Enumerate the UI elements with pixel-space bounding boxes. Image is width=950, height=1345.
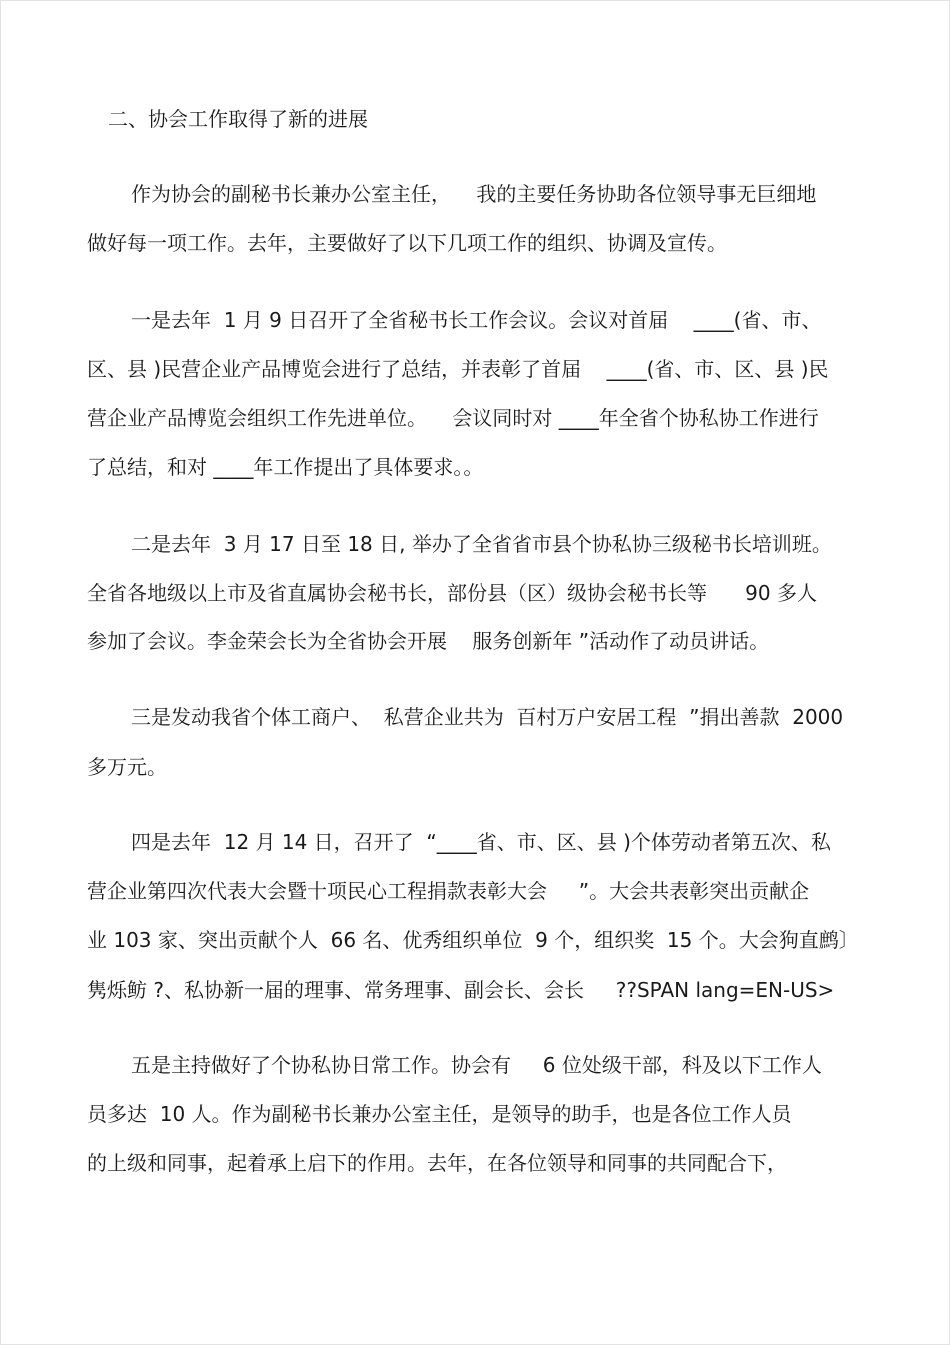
paragraph-2-line-3: 营企业产品博览会组织工作先进单位。 会议同时对 ____年全省个协私协工作进行	[87, 406, 819, 430]
paragraph-2-line-1: 一是去年 1 月 9 日召开了全省秘书长工作会议。会议对首届 ____(省、市、	[131, 308, 822, 332]
paragraph-5-line-2: 营企业第四次代表大会暨十项民心工程捐款表彰大会 ”。大会共表彰突出贡献企	[87, 879, 810, 903]
paragraph-2-line-2: 区、县 )民营企业产品博览会进行了总结，并表彰了首届 ____(省、市、区、县 )民	[87, 357, 829, 381]
paragraph-4-line-1: 三是发动我省个体工商户、 私营企业共为 百村万户安居工程 ”捐出善款 2000	[131, 705, 844, 729]
paragraph-5-line-1: 四是去年 12 月 14 日，召开了 “____省、市、区、县 )个体劳动者第五次、私	[131, 830, 831, 854]
paragraph-5-line-4: 隽烁鲂 ?、私协新一届的理事、常务理事、副会长、会长 ??SPAN lang=EN-US>	[87, 978, 835, 1002]
paragraph-4-line-2: 多万元。	[87, 755, 167, 779]
paragraph-6-line-1: 五是主持做好了个协私协日常工作。协会有 6 位处级干部，科及以下工作人	[131, 1053, 822, 1077]
paragraph-1-line-2: 做好每一项工作。去年，主要做好了以下几项工作的组织、协调及宣传。	[87, 231, 727, 255]
paragraph-6-line-2: 员多达 10 人。作为副秘书长兼办公室主任，是领导的助手，也是各位工作人员	[87, 1102, 792, 1126]
paragraph-5-line-3: 业 103 家、突出贡献个人 66 名、优秀组织单位 9 个，组织奖 15 个。大会狗直鹧〕	[87, 928, 859, 952]
paragraph-1-line-1: 作为协会的副秘书长兼办公室主任， 我的主要任务协助各位领导事无巨细地	[131, 182, 817, 206]
section-heading: 二、协会工作取得了新的进展	[108, 107, 368, 131]
paragraph-3-line-3: 参加了会议。李金荣会长为全省协会开展 服务创新年 ”活动作了动员讲话。	[87, 629, 770, 653]
paragraph-6-line-3: 的上级和同事，起着承上启下的作用。去年，在各位领导和同事的共同配合下，	[87, 1151, 787, 1175]
paragraph-3-line-2: 全省各地级以上市及省直属协会秘书长，部份县（区）级协会秘书长等 90 多人	[87, 581, 817, 605]
paragraph-3-line-1: 二是去年 3 月 17 日至 18 日, 举办了全省省市县个协私协三级秘书长培训班。	[131, 532, 832, 556]
paragraph-2-line-4: 了总结，和对 ____年工作提出了具体要求。。	[87, 455, 484, 479]
